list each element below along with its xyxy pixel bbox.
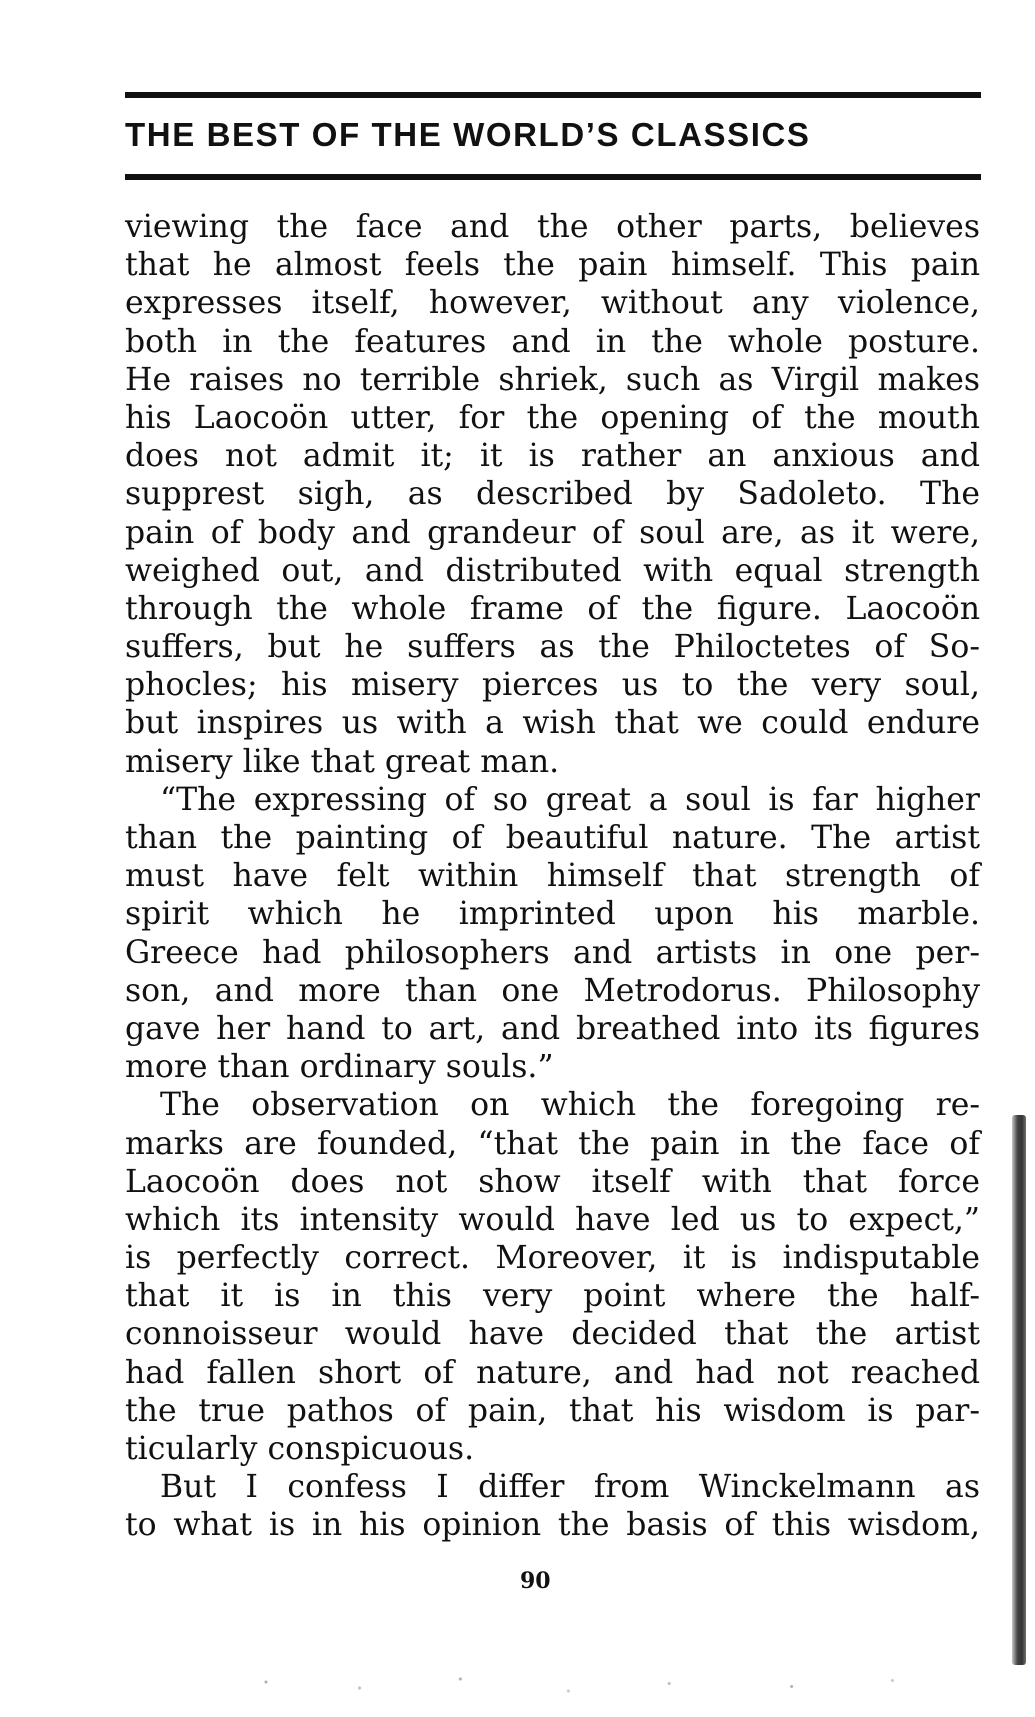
text-line: is perfectly correct. Moreover, it is indisputable xyxy=(125,1240,980,1277)
running-head: THE BEST OF THE WORLD’S CLASSICS xyxy=(125,116,811,153)
text-line: must have felt within himself that strength of xyxy=(125,858,980,895)
text-line: connoisseur would have decided that the artist xyxy=(125,1316,980,1353)
text-line: but inspires us with a wish that we could endure xyxy=(125,705,980,742)
text-line: ticularly conspicuous. xyxy=(125,1431,475,1467)
header-rule-bottom xyxy=(125,174,981,180)
page-edge-shadow xyxy=(1012,1115,1026,1665)
page-number: 90 xyxy=(520,1568,551,1594)
text-line: spirit which he imprinted upon his marble. xyxy=(125,896,980,933)
text-line: his Laocoön utter, for the opening of the mouth xyxy=(125,399,980,436)
text-line: gave her hand to art, and breathed into its figures xyxy=(125,1010,980,1047)
text-line: than the painting of beautiful nature. The artist xyxy=(125,820,980,856)
text-line: “The expressing of so great a soul is far higher xyxy=(160,781,980,818)
text-line: Greece had philosophers and artists in one per- xyxy=(125,934,980,971)
text-line: that it is in this very point where the half- xyxy=(125,1278,980,1315)
text-line: pain of body and grandeur of soul are, as it were, xyxy=(125,514,980,551)
scan-specks xyxy=(230,1670,950,1700)
text-line: viewing the face and the other parts, believes xyxy=(125,209,980,245)
text-line: expresses itself, however, without any violence, xyxy=(125,285,980,322)
text-line: The observation on which the foregoing re- xyxy=(160,1087,980,1124)
text-line: to what is in his opinion the basis of this wisdom, xyxy=(125,1507,980,1544)
text-line: the true pathos of pain, that his wisdom is par- xyxy=(125,1392,980,1429)
text-line: supprest sigh, as described by Sadoleto. The xyxy=(125,476,980,513)
text-line: He raises no terrible shriek, such as Virgil makes xyxy=(125,361,980,398)
text-line: through the whole frame of the figure. Laocoön xyxy=(125,590,980,627)
text-line: phocles; his misery pierces us to the very soul, xyxy=(125,667,980,704)
text-line: misery like that great man. xyxy=(125,743,560,780)
text-line: marks are founded, “that the pain in the face of xyxy=(125,1125,980,1162)
text-line: more than ordinary souls.” xyxy=(125,1049,554,1086)
text-line: son, and more than one Metrodorus. Philosophy xyxy=(125,972,980,1009)
text-line: But I confess I differ from Winckelmann as xyxy=(160,1469,980,1506)
header-rule-top xyxy=(125,92,981,98)
text-line: weighed out, and distributed with equal strength xyxy=(125,552,980,589)
text-line: which its intensity would have led us to expect,” xyxy=(125,1201,980,1238)
text-line: had fallen short of nature, and had not reached xyxy=(125,1354,980,1391)
text-line: that he almost feels the pain himself. This pain xyxy=(125,247,980,284)
text-line: suffers, but he suffers as the Philoctetes of So- xyxy=(125,629,980,666)
text-line: does not admit it; it is rather an anxious and xyxy=(125,438,980,475)
body-text xyxy=(125,208,980,1545)
text-line: both in the features and in the whole posture. xyxy=(125,323,980,360)
text-line: Laocoön does not show itself with that force xyxy=(125,1163,980,1200)
